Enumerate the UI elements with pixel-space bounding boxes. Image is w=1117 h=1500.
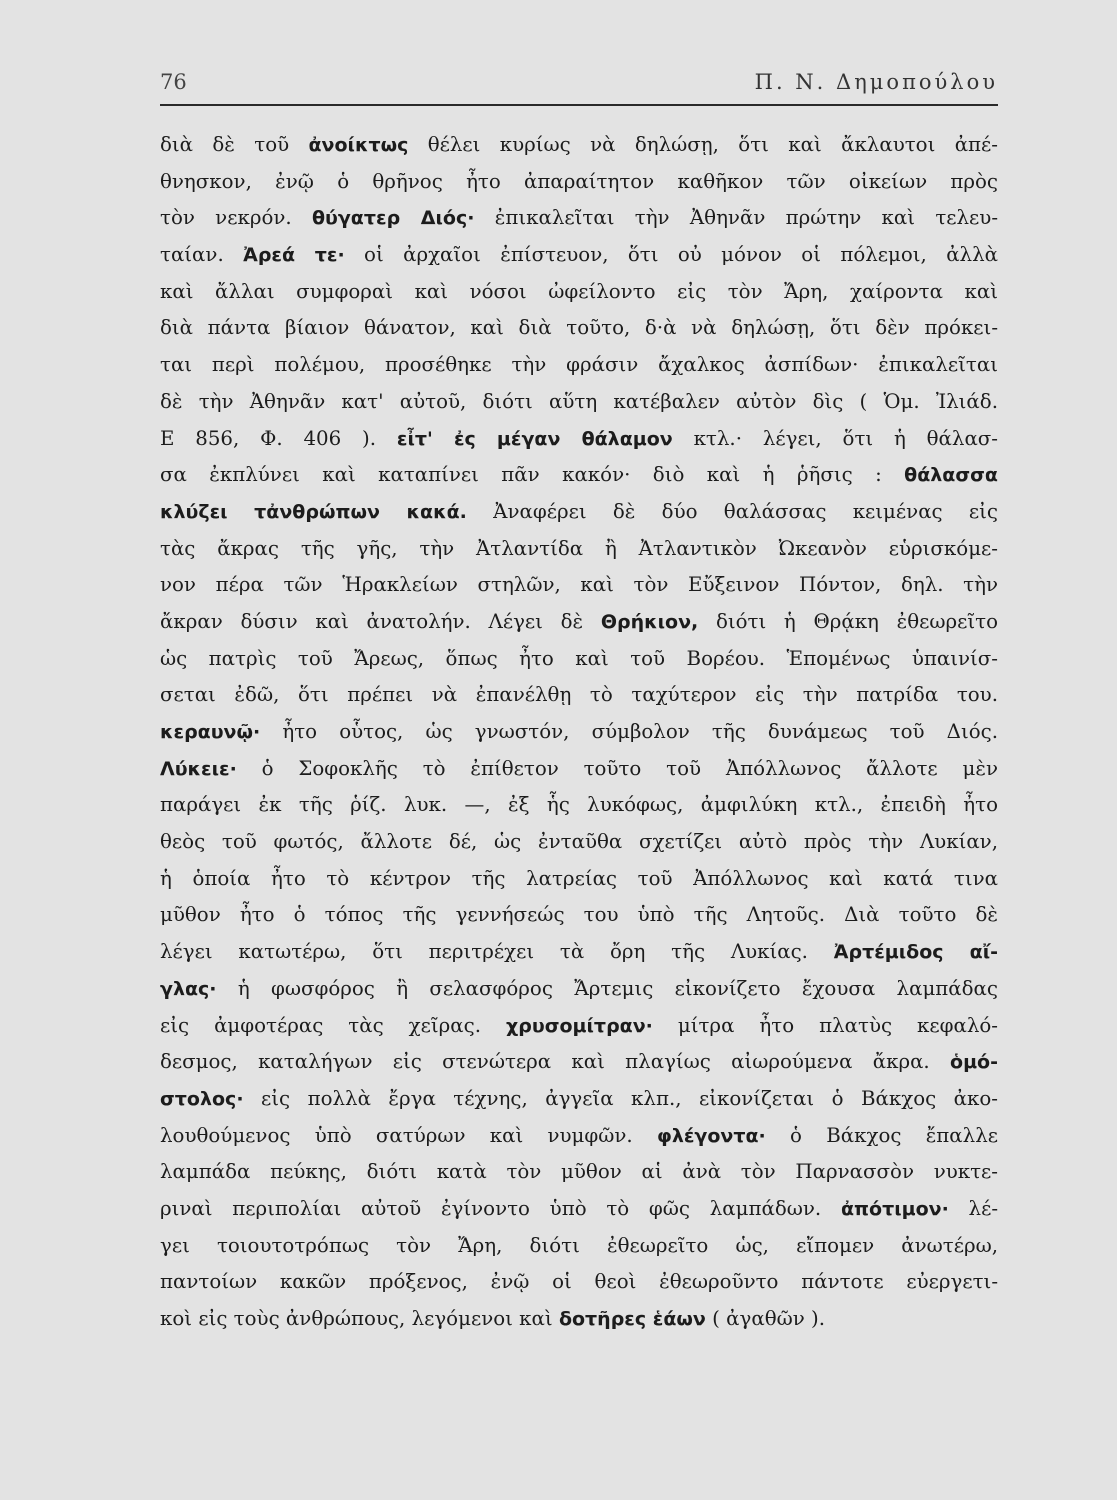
text-run: σεται ἐδῶ, ὅτι πρέπει νὰ ἐπανέλθῃ τὸ ταχύτερον εἰς τὴν πατρίδα του. — [160, 683, 998, 707]
text-line — [160, 1301, 998, 1338]
text-line — [160, 347, 998, 384]
bold-term: εἶτ' ἐς μέγαν θάλαμον — [396, 427, 673, 450]
text-line — [160, 971, 998, 1008]
text-run: τὸν νεκρόν. — [160, 206, 312, 230]
text-line — [160, 897, 998, 934]
text-run: νον πέρα τῶν Ἡρακλείων στηλῶν, καὶ τὸν Εὔξεινον Πόντον, δηλ. τὴν — [160, 573, 998, 597]
bold-term: ὁμό- — [950, 1051, 998, 1074]
text-run: τὰς ἄκρας τῆς γῆς, τὴν Ἀτλαντίδα ἢ Ἀτλαντικὸν Ὠκεανὸν εὑρισκόμε- — [160, 536, 998, 560]
text-run: μῦθον ἦτο ὁ τόπος τῆς γεννήσεώς του ὑπὸ τῆς Λητοῦς. Διὰ τοῦτο δὲ — [160, 903, 998, 927]
text-run: παράγει ἐκ τῆς ῥίζ. λυκ. —, ἐξ ἧς λυκόφως, ἀμφιλύκη κτλ., ἐπειδὴ ἦτο — [160, 793, 998, 817]
text-run: ριναὶ περιπολίαι αὐτοῦ ἐγίνοντο ὑπὸ τὸ φῶς λαμπάδων. — [160, 1196, 841, 1220]
text-line — [160, 384, 998, 421]
bold-term: Θρήκιον, — [600, 610, 699, 633]
text-line — [160, 310, 998, 347]
bold-term: ἀνοίκτως — [308, 134, 409, 156]
bold-term: θάλασσα — [904, 464, 998, 487]
text-run: ἐπικαλεῖται τὴν Ἀθηνᾶν πρώτην καὶ τελευ- — [474, 206, 998, 230]
bold-term: γλας· — [160, 977, 217, 1000]
bold-term: κεραυνῷ· — [160, 721, 261, 743]
text-line — [160, 1154, 998, 1191]
text-run: δὲ τὴν Ἀθηνᾶν κατ' αὐτοῦ, διότι αὕτη κατέβαλεν αὐτὸν δὶς ( Ὁμ. Ἰλιάδ. — [160, 389, 998, 413]
text-line — [160, 714, 998, 751]
text-line — [160, 677, 998, 714]
bold-term: στολος· — [160, 1087, 244, 1110]
bold-term: κλύζει τἀνθρώπων κακά. — [160, 500, 467, 523]
text-line — [160, 127, 998, 164]
text-run: εἰς ἀμφοτέρας τὰς χεῖρας. — [160, 1013, 507, 1037]
bold-term: Ἀρτέμιδος αἴ- — [833, 941, 998, 964]
text-line — [160, 164, 998, 201]
body-text — [160, 127, 998, 1338]
text-run: ἡ ὁποία ἦτο τὸ κέντρον τῆς λατρείας τοῦ Ἀπόλλωνος καὶ κατά τινα — [160, 866, 998, 890]
text-run: καὶ ἄλλαι συμφοραὶ καὶ νόσοι ὠφείλοντο εἰς τὸν Ἄρη, χαίροντα καὶ — [160, 279, 998, 303]
text-run: διὰ πάντα βίαιον θάνατον, καὶ διὰ τοῦτο, δ·ὰ νὰ δηλώσῃ, ὅτι δὲν πρόκει- — [160, 316, 998, 340]
text-line — [160, 641, 998, 678]
bold-term: δοτῆρες ἑάων — [558, 1308, 706, 1330]
text-run: ὡς πατρὶς τοῦ Ἄρεως, ὅπως ἦτο καὶ τοῦ Βορέου. Ἑπομένως ὑπαινίσ- — [160, 646, 998, 670]
text-line — [160, 751, 998, 788]
text-line — [160, 421, 998, 458]
text-run: θνησκον, ἐνῷ ὁ θρῆνος ἦτο ἀπαραίτητον καθῆκον τῶν οἰκείων πρὸς — [160, 169, 998, 193]
text-line — [160, 824, 998, 861]
bold-term: θύγατερ Διός· — [311, 207, 475, 230]
text-line — [160, 274, 998, 311]
text-line — [160, 457, 998, 494]
bold-term: ἀπότιμον· — [840, 1197, 949, 1220]
text-run: ἦτο οὗτος, ὡς γνωστόν, σύμβολον τῆς δυνάμεως τοῦ Διός. — [260, 720, 998, 743]
text-run: λέγει κατωτέρω, ὅτι περιτρέχει τὰ ὄρη τῆς Λυκίας. — [160, 940, 834, 964]
text-run: κοὶ εἰς τοὺς ἀνθρώπους, λεγόμενοι καὶ — [160, 1307, 559, 1330]
text-run: ὁ Σοφοκλῆς τὸ ἐπίθετον τοῦτο τοῦ Ἀπόλλωνος ἄλλοτε μὲν — [236, 756, 998, 780]
text-run: λουθούμενος ὑπὸ σατύρων καὶ νυμφῶν. — [160, 1123, 657, 1147]
text-run: οἱ ἀρχαῖοι ἐπίστευον, ὅτι οὐ μόνον οἱ πόλεμοι, ἀλλὰ — [344, 243, 998, 267]
text-run: ( ἀγαθῶν ). — [705, 1307, 826, 1330]
text-run: Ε 856, Φ. 406 ). — [160, 426, 397, 450]
text-run: παντοίων κακῶν πρόξενος, ἐνῷ οἱ θεοὶ ἐθεωροῦντο πάντοτε εὐεργετι- — [160, 1270, 998, 1294]
running-head: Π. Ν. Δημοπούλου — [754, 70, 998, 94]
text-run: διότι ἡ Θρᾴκη ἐθεωρεῖτο — [698, 609, 998, 633]
text-run: ὁ Βάκχος ἔπαλλε — [765, 1123, 998, 1147]
bold-term: χρυσομίτραν· — [506, 1014, 653, 1037]
text-line — [160, 1081, 998, 1118]
text-run: ἄκραν δύσιν καὶ ἀνατολήν. Λέγει δὲ — [160, 609, 601, 633]
text-run: διὰ δὲ τοῦ — [160, 133, 309, 156]
text-run: λέ- — [948, 1196, 998, 1220]
text-line — [160, 1228, 998, 1265]
text-line — [160, 861, 998, 898]
text-run: δεσμος, καταλήγων εἰς στενώτερα καὶ πλαγίως αἰωρούμενα ἄκρα. — [160, 1050, 951, 1074]
text-run: κτλ.· λέγει, ὅτι ἡ θάλασ- — [672, 426, 998, 450]
text-line — [160, 934, 998, 971]
text-run: ἡ φωσφόρος ἢ σελασφόρος Ἄρτεμις εἰκονίζετο ἔχουσα λαμπάδας — [216, 976, 998, 1000]
text-run: εἰς πολλὰ ἔργα τέχνης, ἀγγεῖα κλπ., εἰκονίζεται ὁ Βάκχος ἀκο- — [243, 1086, 998, 1110]
text-line — [160, 1264, 998, 1301]
text-line — [160, 1008, 998, 1045]
text-run: σα ἐκπλύνει καὶ καταπίνει πᾶν κακόν· διὸ καὶ ἡ ῥῆσις : — [160, 463, 905, 487]
bold-term: φλέγοντα· — [656, 1124, 766, 1147]
text-line — [160, 567, 998, 604]
text-line — [160, 787, 998, 824]
text-line — [160, 200, 998, 237]
text-line — [160, 604, 998, 641]
show-through-text — [170, 1362, 990, 1472]
text-line — [160, 1191, 998, 1228]
header-rule — [160, 104, 998, 106]
text-line — [160, 1118, 998, 1155]
text-run: Ἀναφέρει δὲ δύο θαλάσσας κειμένας εἰς — [466, 499, 998, 523]
text-run: θέλει κυρίως νὰ δηλώσῃ, ὅτι καὶ ἄκλαυτοι ἀπέ- — [408, 133, 998, 156]
text-line — [160, 494, 998, 531]
text-run: θεὸς τοῦ φωτός, ἄλλοτε δέ, ὡς ἐνταῦθα σχετίζει αὐτὸ πρὸς τὴν Λυκίαν, — [160, 830, 998, 854]
bold-term: Λύκειε· — [160, 757, 237, 780]
text-run: μίτρα ἦτο πλατὺς κεφαλό- — [652, 1013, 998, 1037]
page-header — [160, 70, 998, 104]
text-line — [160, 1044, 998, 1081]
text-run: ταίαν. — [160, 243, 244, 267]
text-run: λαμπάδα πεύκης, διότι κατὰ τὸν μῦθον αἱ ἀνὰ τὸν Παρνασσὸν νυκτε- — [160, 1160, 998, 1184]
page-number: 76 — [160, 70, 187, 94]
text-run: ται περὶ πολέμου, προσέθηκε τὴν φράσιν ἄχαλκος ἀσπίδων· ἐπικαλεῖται — [160, 353, 998, 377]
bold-term: Ἀρεά τε· — [243, 244, 345, 267]
text-line — [160, 237, 998, 274]
text-run: γει τοιουτοτρόπως τὸν Ἄρη, διότι ἐθεωρεῖτο ὡς, εἴπομεν ἀνωτέρω, — [160, 1233, 998, 1257]
text-line — [160, 531, 998, 568]
